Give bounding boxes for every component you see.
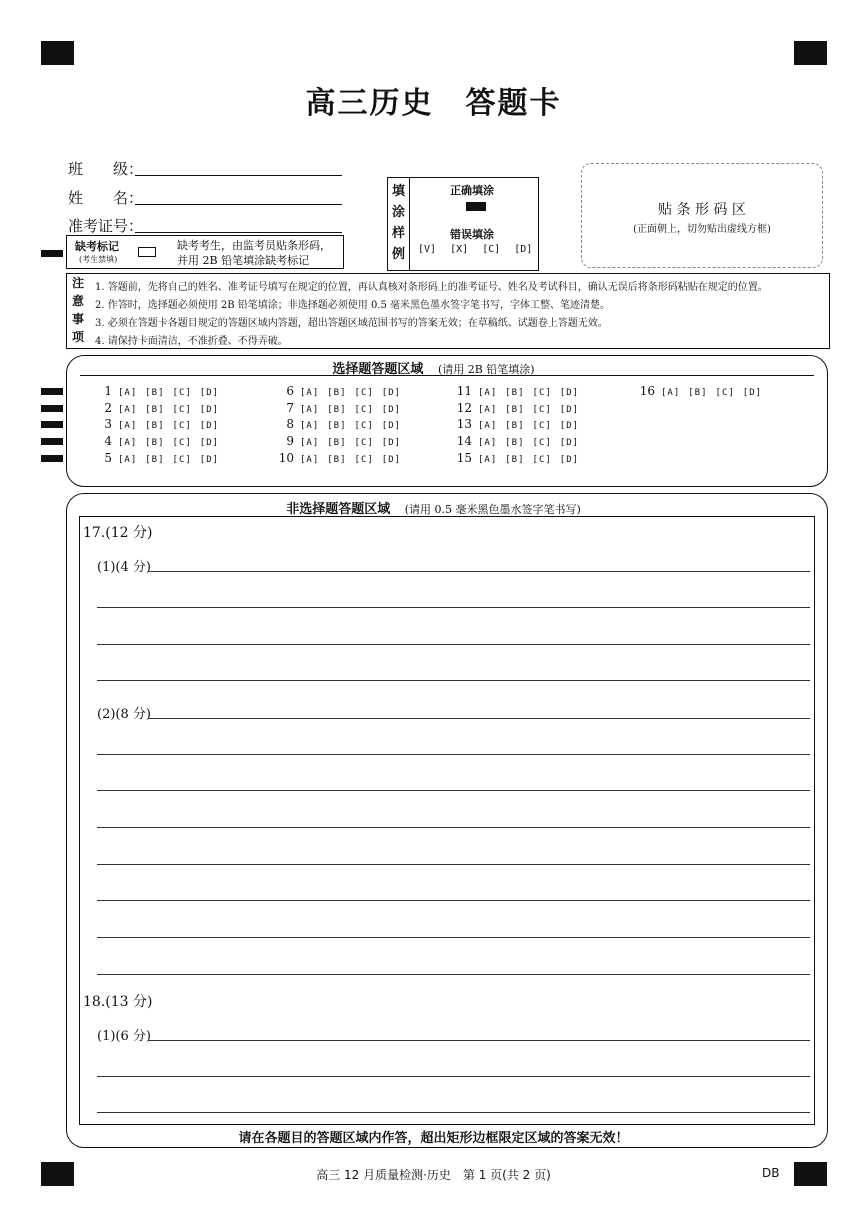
choice-question xyxy=(450,384,587,398)
question-17-part-2: (2)(8 分) xyxy=(97,707,151,722)
vlabel-char: 意 xyxy=(71,294,84,308)
answer-option-bubble[interactable]: [B] xyxy=(327,388,347,398)
nonchoice-note: (请用 0.5 毫米黑色墨水签字笔书写) xyxy=(404,503,581,516)
answer-option-bubble[interactable]: [D] xyxy=(199,405,220,415)
question-18-heading: 18.(13 分) xyxy=(83,994,153,1010)
correct-fill-label: 正确填涂 xyxy=(450,184,494,197)
absent-instruction-2: 并用 2B 铅笔填涂缺考标记 xyxy=(177,254,310,267)
question-number: 13 xyxy=(456,417,472,431)
answer-option-bubble[interactable]: [B] xyxy=(145,421,165,431)
timing-mark xyxy=(41,250,63,257)
page-footer: 高三 12 月质量检测·历史 第 1 页(共 2 页) xyxy=(316,1168,551,1182)
vlabel-char: 涂 xyxy=(391,205,405,220)
wrong-mark: [C] xyxy=(482,244,501,255)
choice-question xyxy=(450,401,587,415)
question-number: 15 xyxy=(456,451,472,465)
wrong-mark: [D] xyxy=(514,244,533,255)
answer-option-bubble[interactable]: [A] xyxy=(118,405,138,415)
wrong-fill-label: 错误填涂 xyxy=(450,228,494,241)
answer-option-bubble[interactable]: [B] xyxy=(505,438,525,448)
question-number: 9 xyxy=(286,434,294,448)
answer-option-bubble[interactable]: [A] xyxy=(118,388,138,398)
choice-question xyxy=(272,417,409,431)
nonchoice-title: 非选择题答题区域 xyxy=(286,502,391,517)
answer-option-bubble[interactable]: [D] xyxy=(381,455,402,465)
timing-mark xyxy=(41,405,63,412)
answer-option-bubble[interactable]: [C] xyxy=(532,455,552,465)
answer-line[interactable] xyxy=(148,571,810,572)
timing-mark xyxy=(41,455,63,462)
answer-option-bubble[interactable]: [C] xyxy=(532,405,552,415)
answer-line[interactable] xyxy=(97,790,810,791)
wrong-mark: [X] xyxy=(450,244,469,255)
barcode-title: 贴 条 形 码 区 xyxy=(658,202,746,218)
answer-option-bubble[interactable]: [B] xyxy=(327,455,347,465)
answer-line[interactable] xyxy=(97,754,810,755)
answer-option-bubble[interactable]: [C] xyxy=(354,388,374,398)
answer-option-bubble[interactable]: [B] xyxy=(145,455,165,465)
answer-option-bubble[interactable]: [A] xyxy=(118,455,138,465)
answer-option-bubble[interactable]: [D] xyxy=(381,405,402,415)
answer-option-bubble[interactable]: [A] xyxy=(478,388,498,398)
answer-area-warning: 请在各题目的答题区域内作答，超出矩形边框限定区域的答案无效！ xyxy=(238,1131,629,1146)
answer-option-bubble[interactable]: [B] xyxy=(145,405,165,415)
answer-option-bubble[interactable]: [C] xyxy=(172,405,192,415)
answer-option-bubble[interactable]: [D] xyxy=(199,438,220,448)
notes-box xyxy=(66,273,830,349)
question-number: 11 xyxy=(456,384,472,398)
question-number: 8 xyxy=(286,417,294,431)
nonchoice-section-title xyxy=(0,498,867,517)
answer-option-bubble[interactable]: [C] xyxy=(354,438,374,448)
choice-question xyxy=(272,451,409,465)
class-label: 班 级： xyxy=(68,160,144,178)
answer-option-bubble[interactable]: [B] xyxy=(505,405,525,415)
question-number: 2 xyxy=(104,401,112,415)
choice-question xyxy=(450,451,587,465)
answer-option-bubble[interactable]: [A] xyxy=(478,438,498,448)
answer-option-bubble[interactable]: [C] xyxy=(532,421,552,431)
answer-line[interactable] xyxy=(97,827,810,828)
vlabel-char: 注 xyxy=(71,276,84,290)
answer-line[interactable] xyxy=(97,607,810,608)
answer-option-bubble[interactable]: [B] xyxy=(145,388,165,398)
question-number: 14 xyxy=(456,434,472,448)
absent-mark-box xyxy=(66,235,344,269)
answer-option-bubble[interactable]: [A] xyxy=(478,455,498,465)
answer-option-bubble[interactable]: [A] xyxy=(118,438,138,448)
answer-option-bubble[interactable]: [A] xyxy=(300,405,320,415)
vlabel-char: 填 xyxy=(391,184,405,199)
absent-checkbox[interactable] xyxy=(138,247,156,257)
answer-option-bubble[interactable]: [D] xyxy=(381,438,402,448)
barcode-subtitle: (正面朝上，切勿贴出虚线方框) xyxy=(633,224,771,235)
answer-option-bubble[interactable]: [D] xyxy=(381,388,402,398)
choice-question xyxy=(633,384,770,398)
exam-id-field[interactable] xyxy=(135,232,342,233)
answer-option-bubble[interactable]: [C] xyxy=(532,438,552,448)
answer-option-bubble[interactable]: [D] xyxy=(381,421,402,431)
question-17-part-1: (1)(4 分) xyxy=(97,560,151,575)
answer-option-bubble[interactable]: [A] xyxy=(478,421,498,431)
absent-note: (考生禁填) xyxy=(79,255,118,264)
absent-label: 缺考标记 xyxy=(75,240,119,253)
note-item: 3. 必须在答题卡各题目规定的答题区域内答题，超出答题区域范围书写的答案无效；在草稿纸、试题卷上答题无效。 xyxy=(95,318,608,329)
choice-question xyxy=(90,384,227,398)
answer-line[interactable] xyxy=(148,718,810,719)
answer-option-bubble[interactable]: [A] xyxy=(300,438,320,448)
vlabel-char: 样 xyxy=(391,226,405,241)
question-number: 12 xyxy=(456,401,472,415)
answer-line[interactable] xyxy=(97,937,810,938)
question-17-heading: 17.(12 分) xyxy=(83,525,153,541)
exam-id-label: 准考证号： xyxy=(68,217,144,235)
choice-question xyxy=(272,434,409,448)
timing-mark xyxy=(41,438,63,445)
barcode-area xyxy=(581,163,823,268)
answer-line[interactable] xyxy=(148,1040,810,1041)
answer-option-bubble[interactable]: [B] xyxy=(505,421,525,431)
choice-question xyxy=(272,384,409,398)
note-item: 2. 作答时，选择题必须使用 2B 铅笔填涂；非选择题必须使用 0.5 毫米黑色墨水签字笔书写，字体工整、笔迹清楚。 xyxy=(95,300,611,311)
fill-sample-box xyxy=(387,177,539,271)
answer-option-bubble[interactable]: [A] xyxy=(300,421,320,431)
answer-option-bubble[interactable]: [B] xyxy=(327,421,347,431)
choice-question xyxy=(450,417,587,431)
answer-option-bubble[interactable]: [C] xyxy=(532,388,552,398)
note-item: 4. 请保持卡面清洁，不准折叠、不得弄破。 xyxy=(95,336,288,347)
question-number: 4 xyxy=(104,434,112,448)
answer-option-bubble[interactable]: [D] xyxy=(199,388,220,398)
answer-option-bubble[interactable]: [C] xyxy=(354,421,374,431)
answer-option-bubble[interactable]: [D] xyxy=(559,421,580,431)
absent-instruction-1: 缺考考生，由监考员贴条形码， xyxy=(177,239,331,252)
answer-option-bubble[interactable]: [B] xyxy=(688,388,708,398)
answer-line[interactable] xyxy=(97,900,810,901)
choice-section-title xyxy=(0,358,867,377)
answer-option-bubble[interactable]: [D] xyxy=(559,405,580,415)
answer-option-bubble[interactable]: [B] xyxy=(327,405,347,415)
question-number: 3 xyxy=(104,417,112,431)
answer-option-bubble[interactable]: [C] xyxy=(172,421,192,431)
answer-option-bubble[interactable]: [D] xyxy=(199,455,220,465)
answer-option-bubble[interactable]: [D] xyxy=(559,388,580,398)
answer-line[interactable] xyxy=(97,1112,810,1113)
answer-option-bubble[interactable]: [D] xyxy=(559,455,580,465)
class-field[interactable] xyxy=(135,175,342,176)
answer-option-bubble[interactable]: [A] xyxy=(300,388,320,398)
timing-mark xyxy=(41,421,63,428)
choice-question xyxy=(90,417,227,431)
answer-option-bubble[interactable]: [A] xyxy=(300,455,320,465)
answer-option-bubble[interactable]: [D] xyxy=(199,421,220,431)
answer-option-bubble[interactable]: [B] xyxy=(327,438,347,448)
vlabel-char: 例 xyxy=(391,247,405,262)
correct-fill-sample xyxy=(466,202,486,211)
vlabel-char: 项 xyxy=(71,330,84,344)
choice-question xyxy=(90,401,227,415)
answer-option-bubble[interactable]: [A] xyxy=(661,388,681,398)
corner-mark-top-right xyxy=(794,41,827,65)
answer-option-bubble[interactable]: [C] xyxy=(715,388,735,398)
vlabel-char: 事 xyxy=(71,312,84,326)
choice-title: 选择题答题区域 xyxy=(332,362,424,377)
corner-mark-top-left xyxy=(41,41,74,65)
page-title: 高三历史 答题卡 xyxy=(305,86,562,121)
choice-question xyxy=(450,434,587,448)
question-number: 10 xyxy=(278,451,294,465)
timing-mark xyxy=(41,388,63,395)
choice-note: (请用 2B 铅笔填涂) xyxy=(437,363,535,376)
answer-option-bubble[interactable]: [B] xyxy=(505,455,525,465)
name-label: 姓 名： xyxy=(68,189,144,207)
choice-question xyxy=(90,434,227,448)
choice-question xyxy=(90,451,227,465)
answer-option-bubble[interactable]: [A] xyxy=(118,421,138,431)
answer-option-bubble[interactable]: [C] xyxy=(172,388,192,398)
choice-question xyxy=(272,401,409,415)
paper-code: DB xyxy=(762,1166,780,1180)
question-18-part-1: (1)(6 分) xyxy=(97,1029,151,1044)
fill-sample-vertical-label xyxy=(388,178,410,270)
answer-line[interactable] xyxy=(97,864,810,865)
question-number: 6 xyxy=(286,384,294,398)
answer-line[interactable] xyxy=(97,644,810,645)
notes-vertical-label xyxy=(67,274,89,348)
answer-option-bubble[interactable]: [D] xyxy=(559,438,580,448)
answer-option-bubble[interactable]: [C] xyxy=(354,405,374,415)
wrong-mark: [V] xyxy=(418,244,437,255)
note-item: 1. 答题前，先将自己的姓名、准考证号填写在规定的位置，再认真核对条形码上的准考证号、姓名及考试科目，确认无误后将条形码粘贴在规定的位置。 xyxy=(95,282,768,293)
answer-option-bubble[interactable]: [C] xyxy=(354,455,374,465)
name-field[interactable] xyxy=(135,204,342,205)
answer-option-bubble[interactable]: [B] xyxy=(505,388,525,398)
wrong-fill-samples xyxy=(418,244,532,255)
answer-line[interactable] xyxy=(97,1076,810,1077)
answer-option-bubble[interactable]: [B] xyxy=(145,438,165,448)
answer-option-bubble[interactable]: [D] xyxy=(742,388,763,398)
answer-option-bubble[interactable]: [A] xyxy=(478,405,498,415)
answer-line[interactable] xyxy=(97,680,810,681)
question-number: 1 xyxy=(104,384,112,398)
question-number: 16 xyxy=(639,384,655,398)
answer-option-bubble[interactable]: [C] xyxy=(172,438,192,448)
question-number: 5 xyxy=(104,451,112,465)
question-number: 7 xyxy=(286,401,294,415)
answer-option-bubble[interactable]: [C] xyxy=(172,455,192,465)
answer-line[interactable] xyxy=(97,974,810,975)
